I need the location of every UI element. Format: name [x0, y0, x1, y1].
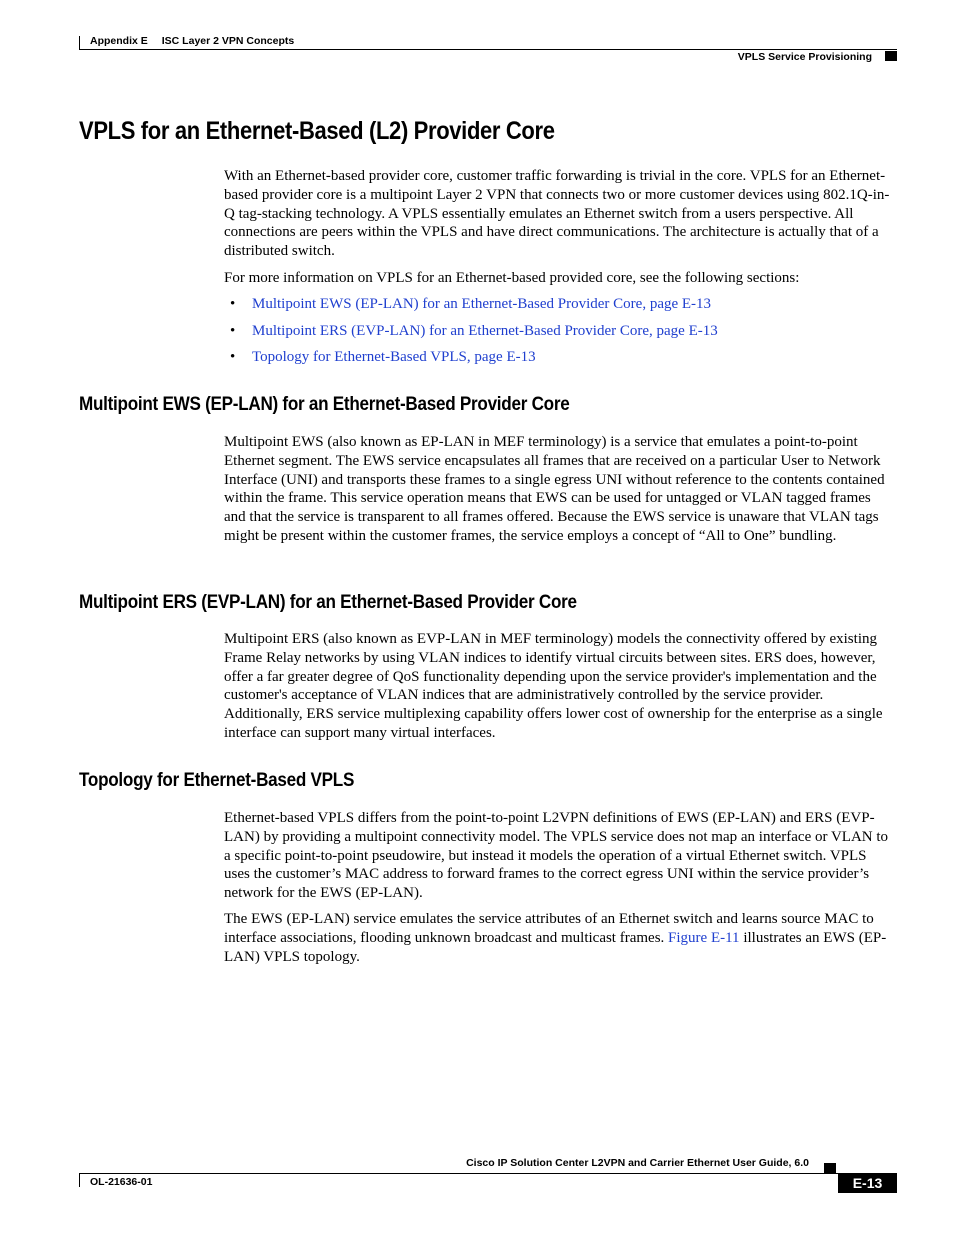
list-item — [230, 322, 718, 341]
intro-paragraph-2: For more information on VPLS for an Ethernet-based provided core, see the following sections: — [224, 270, 800, 286]
chapter-label: ISC Layer 2 VPN Concepts — [161, 35, 295, 47]
header-rule-vertical — [79, 36, 80, 50]
page-title: VPLS for an Ethernet-Based (L2) Provider Core — [79, 117, 555, 145]
section-heading-topology: Topology for Ethernet-Based VPLS — [79, 770, 355, 791]
figure-link[interactable]: Figure E-11 — [668, 929, 740, 946]
running-header-left — [90, 35, 294, 47]
bullet: • — [230, 323, 236, 339]
section-heading-ews: Multipoint EWS (EP-LAN) for an Ethernet-Based Provider Core — [79, 394, 570, 415]
list-item — [230, 295, 711, 314]
footer-doc-number: OL-21636-01 — [90, 1176, 153, 1188]
header-rule — [79, 49, 897, 50]
intro-paragraph: With an Ethernet-based provider core, customer traffic forwarding is trivial in the core. VPLS for an Ethernet-based provider core is a multipoint Layer 2 VPN that connects two or more customer devices using 802.1Q-in-Q tag-stacking technology. A VPLS essentially emulates an Ethernet switch from a users perspective. All connections are peers within the VPLS and have direct communications. The architecture is actually that of a distributed switch. — [224, 168, 890, 260]
topology-paragraph-2: The EWS (EP-LAN) service emulates the service attributes of an Ethernet switch and learns source MAC to interface associations, flooding unknown broadcast and multicast frames. Figure E-11 illustrates an EWS (EP-LAN) VPLS topology. — [224, 911, 887, 965]
bullet: • — [230, 349, 236, 365]
footer-guide-title: Cisco IP Solution Center L2VPN and Carrier Ethernet User Guide, 6.0 — [466, 1157, 809, 1169]
link-ers[interactable]: Multipoint ERS (EVP-LAN) for an Ethernet-Based Provider Core, page E-13 — [252, 323, 718, 339]
ews-paragraph: Multipoint EWS (also known as EP-LAN in MEF terminology) is a service that emulates a point-to-point Ethernet segment. The EWS service encapsulates all frames that are received on a particular User to Network Interface (UNI) and transports these frames to a single egress UNI without reference to the contents contained within the frame. This service operation means that EWS can be used for untagged or VLAN tagged frames and that the service is transparent to all frames offered. Because the EWS service is unaware that VLAN tags might be present within the customer frames, the service employs a concept of “All to One” bundling. — [224, 434, 885, 544]
footer-rule-vertical — [79, 1173, 80, 1187]
topology-paragraph: Ethernet-based VPLS differs from the point-to-point L2VPN definitions of EWS (EP-LAN) and ERS (EVP-LAN) by providing a multipoint connectivity model. The VPLS service does not map an interface or VLAN to a specific point-to-point pseudowire, but instead it models the operation of a virtual Ethernet switch. VPLS uses the customer’s MAC address to forward frames to the correct egress UNI within the service provider’s network for the EWS (EP-LAN). — [224, 810, 889, 902]
appendix-label: Appendix E — [90, 35, 148, 47]
page-number: E-13 — [838, 1173, 897, 1193]
header-marker-block — [885, 51, 897, 61]
ers-paragraph: Multipoint ERS (also known as EVP-LAN in MEF terminology) models the connectivity offered by existing Frame Relay networks by using VLAN indices to identify virtual circuits between sites. ERS does, however, offer a far greater degree of QoS functionality depending upon the service provider's implementation and the customer's acceptance of VLAN indices that are administratively controlled by the service provider. Additionally, ERS service multiplexing capability offers lower cost of ownership for the enterprise as a single interface can support many virtual interfaces. — [224, 631, 883, 741]
running-header-section: VPLS Service Provisioning — [737, 51, 872, 63]
link-ews[interactable]: Multipoint EWS (EP-LAN) for an Ethernet-Based Provider Core, page E-13 — [252, 296, 712, 312]
link-topology[interactable]: Topology for Ethernet-Based VPLS, page E-13 — [252, 349, 536, 365]
footer-marker-block — [824, 1163, 836, 1173]
list-item — [230, 348, 536, 367]
section-heading-ers: Multipoint ERS (EVP-LAN) for an Ethernet-Based Provider Core — [79, 592, 577, 613]
bullet: • — [230, 296, 236, 312]
footer-rule — [79, 1173, 839, 1174]
